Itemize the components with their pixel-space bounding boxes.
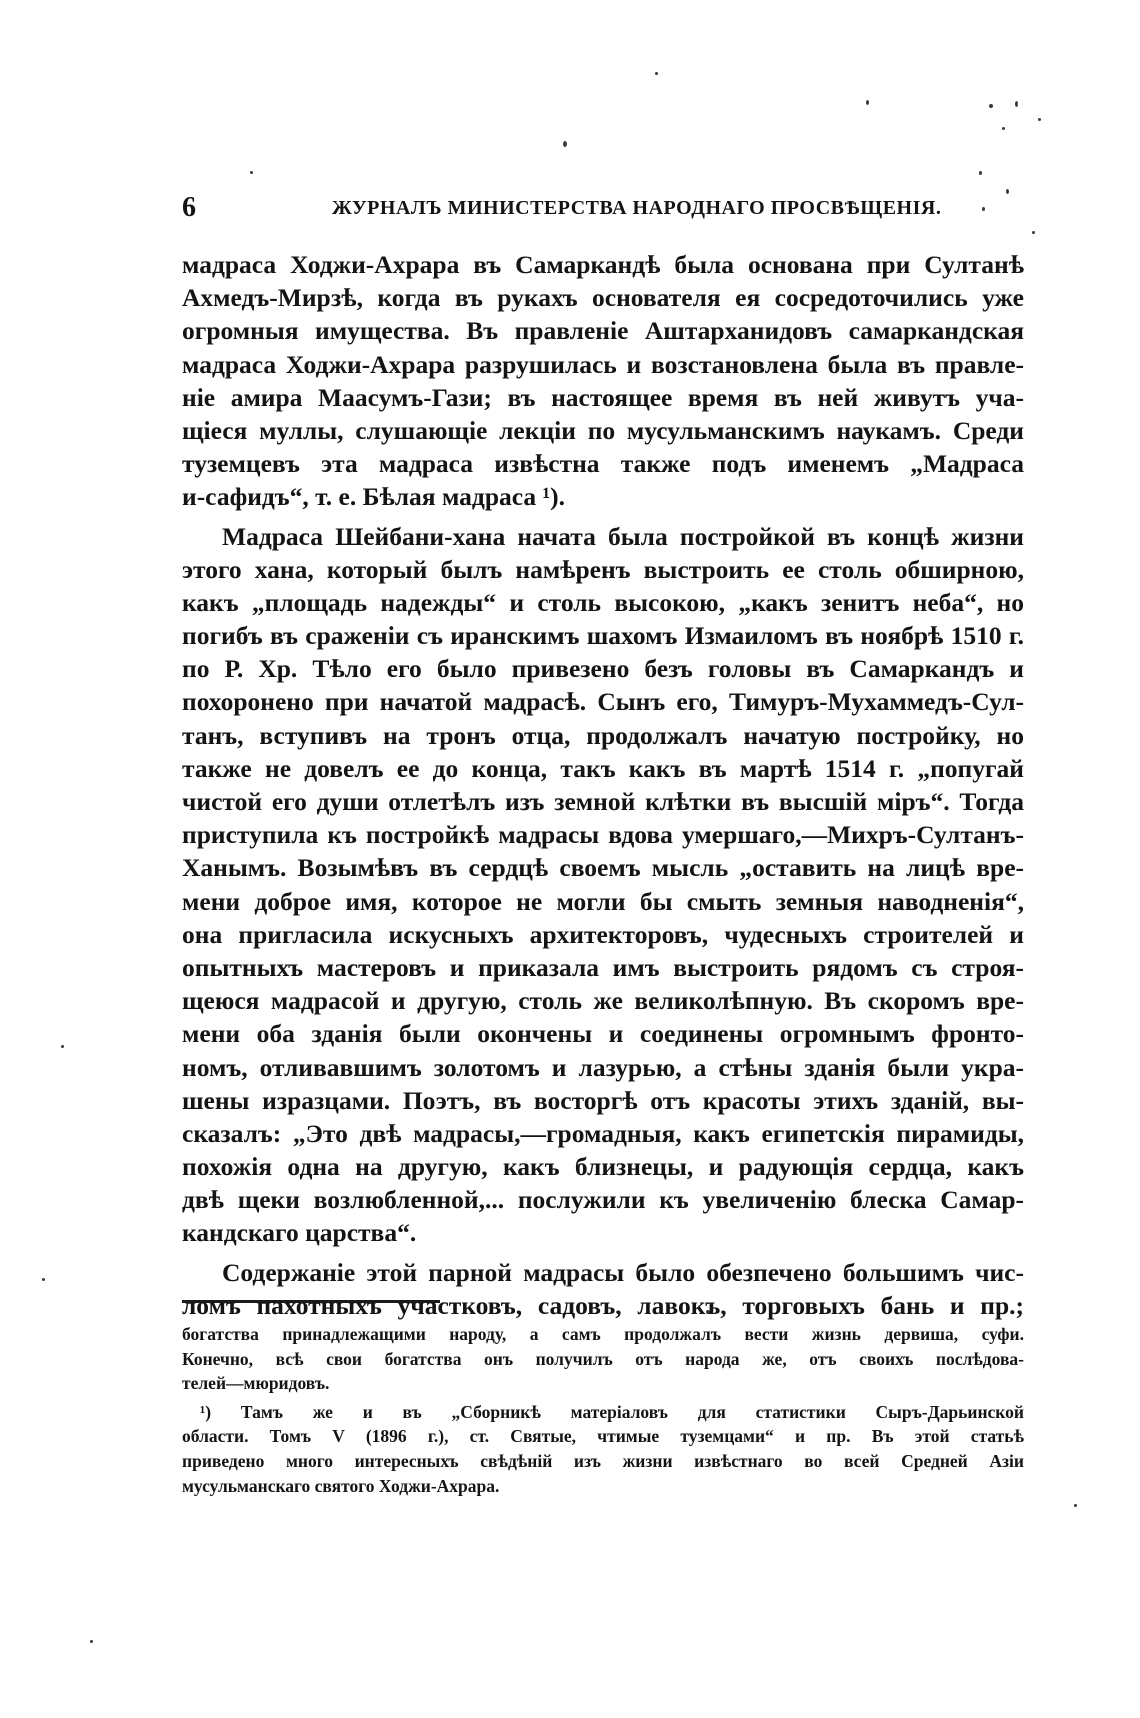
- footnote-line: области. Томъ V (1896 г.), ст. Святые, чтимые туземцами“ и пр. Въ этой статьѣ: [182, 1426, 1024, 1447]
- running-head: [182, 190, 1024, 226]
- footnote-continuation: [182, 1322, 1024, 1396]
- text-line: погибъ въ сраженіи съ иранскимъ шахомъ Измаиломъ въ ноябрѣ 1510 г.: [182, 621, 1024, 651]
- footnote-line: телей—мюридовъ.: [182, 1373, 330, 1394]
- footnote-line: Конечно, всѣ свои богатства онъ получилъ отъ народа же, отъ своихъ послѣдова-: [182, 1348, 1024, 1369]
- paragraph-1: [182, 248, 1024, 514]
- footnotes: [182, 1322, 1024, 1498]
- text-line: мадраса Ходжи-Ахрара разрушилась и возстановлена была въ правле-: [182, 349, 1024, 379]
- text-line: чистой его души отлетѣлъ изъ земной клѣтки въ высшій міръ“. Тогда: [182, 787, 1024, 816]
- text-line: по Р. Хр. Тѣло его было привезено безъ головы въ Самаркандъ и: [182, 654, 1024, 684]
- text-line: шены изразцами. Поэтъ, въ восторгѣ отъ красоты этихъ зданій, вы-: [182, 1085, 1024, 1115]
- footnote-line: приведено много интересныхъ свѣдѣній изъ жизни извѣстнаго во всей Средней Азіи: [182, 1450, 1024, 1471]
- text-line: мени оба зданія были окончены и соединены огромнымъ фронто-: [182, 1019, 1024, 1049]
- text-line: похоронено при начатой мадрасѣ. Сынъ его, Тимуръ-Мухаммедъ-Сул-: [182, 687, 1024, 717]
- text-line: Мадраса Шейбани-хана начата была постройкой въ концѣ жизни: [222, 521, 1024, 551]
- text-line: щеюся мадрасой и другую, столь же великолѣпную. Въ скоромъ вре-: [182, 986, 1024, 1016]
- journal-title: ЖУРНАЛЪ МИНИСТЕРСТВА НАРОДНАГО ПРОСВѢЩЕНІЯ.: [332, 197, 942, 219]
- text-line: и-сафидъ“, т. е. Бѣлая мадраса ¹).: [182, 482, 566, 512]
- footnote-line: мусульманскаго святого Ходжи-Ахрара.: [182, 1475, 500, 1496]
- text-line: ніе амира Маасумъ-Гази; въ настоящее время въ ней живутъ уча-: [182, 382, 1024, 412]
- footnote-rule: [182, 1300, 440, 1303]
- text-line: этого хана, который былъ намѣренъ выстроить ее столь обширною,: [182, 554, 1024, 584]
- page-number: 6: [182, 192, 196, 223]
- text-line: она пригласила искусныхъ архитекторовъ, чудесныхъ строителей и: [182, 919, 1024, 949]
- body-text: [182, 248, 1024, 1322]
- text-line: приступила къ постройкѣ мадрасы вдова умершаго,—Михръ-Султанъ-: [182, 820, 1024, 850]
- text-line: Ахмедъ-Мирзѣ, когда въ рукахъ основателя ея сосредоточились уже: [182, 283, 1024, 313]
- text-line: ломъ пахотныхъ участковъ, садовъ, лавокъ, торговыхъ бань и пр.;: [182, 1290, 1024, 1320]
- footnote-line: богатства принадлежащими народу, а самъ продолжалъ вести жизнь дервиша, суфи.: [182, 1324, 1024, 1344]
- text-line: какъ „площадь надежды“ и столь высокою, „какъ зенитъ неба“, но: [182, 587, 1024, 617]
- text-line: также не довелъ ее до конца, такъ какъ въ мартѣ 1514 г. „попугай: [182, 753, 1024, 783]
- paragraph-2: [182, 520, 1024, 1250]
- text-line: сказалъ: „Это двѣ мадрасы,—громадныя, какъ египетскія пирамиды,: [182, 1118, 1024, 1148]
- text-line: туземцевъ эта мадраса извѣстна также подъ именемъ „Мадраса: [182, 449, 1024, 479]
- text-line: щіеся муллы, слушающіе лекціи по мусульманскимъ наукамъ. Среди: [182, 415, 1024, 445]
- footnote-line: ¹) Тамъ же и въ „Сборникѣ матеріаловъ для статистики Сыръ-Дарьинской: [200, 1401, 1024, 1422]
- text-line: опытныхъ мастеровъ и приказала имъ выстроить рядомъ съ строя-: [182, 952, 1024, 982]
- text-line: мени доброе имя, которое не могли бы смыть земныя наводненія“,: [182, 886, 1024, 916]
- footnote-1: [182, 1400, 1024, 1498]
- text-line: Ханымъ. Возымѣвъ въ сердцѣ своемъ мысль „оставить на лицѣ вре-: [182, 853, 1024, 883]
- text-line: кандскаго царства“.: [182, 1218, 417, 1248]
- text-line: номъ, отливавшимъ золотомъ и лазурью, а стѣны зданія были укра-: [182, 1052, 1024, 1082]
- text-line: Содержаніе этой парной мадрасы было обезпечено большимъ чис-: [222, 1257, 1024, 1287]
- text-line: мадраса Ходжи-Ахрара въ Самаркандѣ была основана при Султанѣ: [182, 250, 1024, 279]
- text-line: двѣ щеки возлюбленной,... послужили къ увеличенію блеска Самар-: [182, 1185, 1024, 1215]
- text-line: танъ, вступивъ на тронъ отца, продолжалъ начатую постройку, но: [182, 720, 1024, 750]
- paragraph-3: [182, 1256, 1024, 1322]
- text-line: огромныя имущества. Въ правленіе Аштарханидовъ самаркандская: [182, 316, 1024, 346]
- text-line: похожія одна на другую, какъ близнецы, и радующія сердца, какъ: [182, 1152, 1024, 1182]
